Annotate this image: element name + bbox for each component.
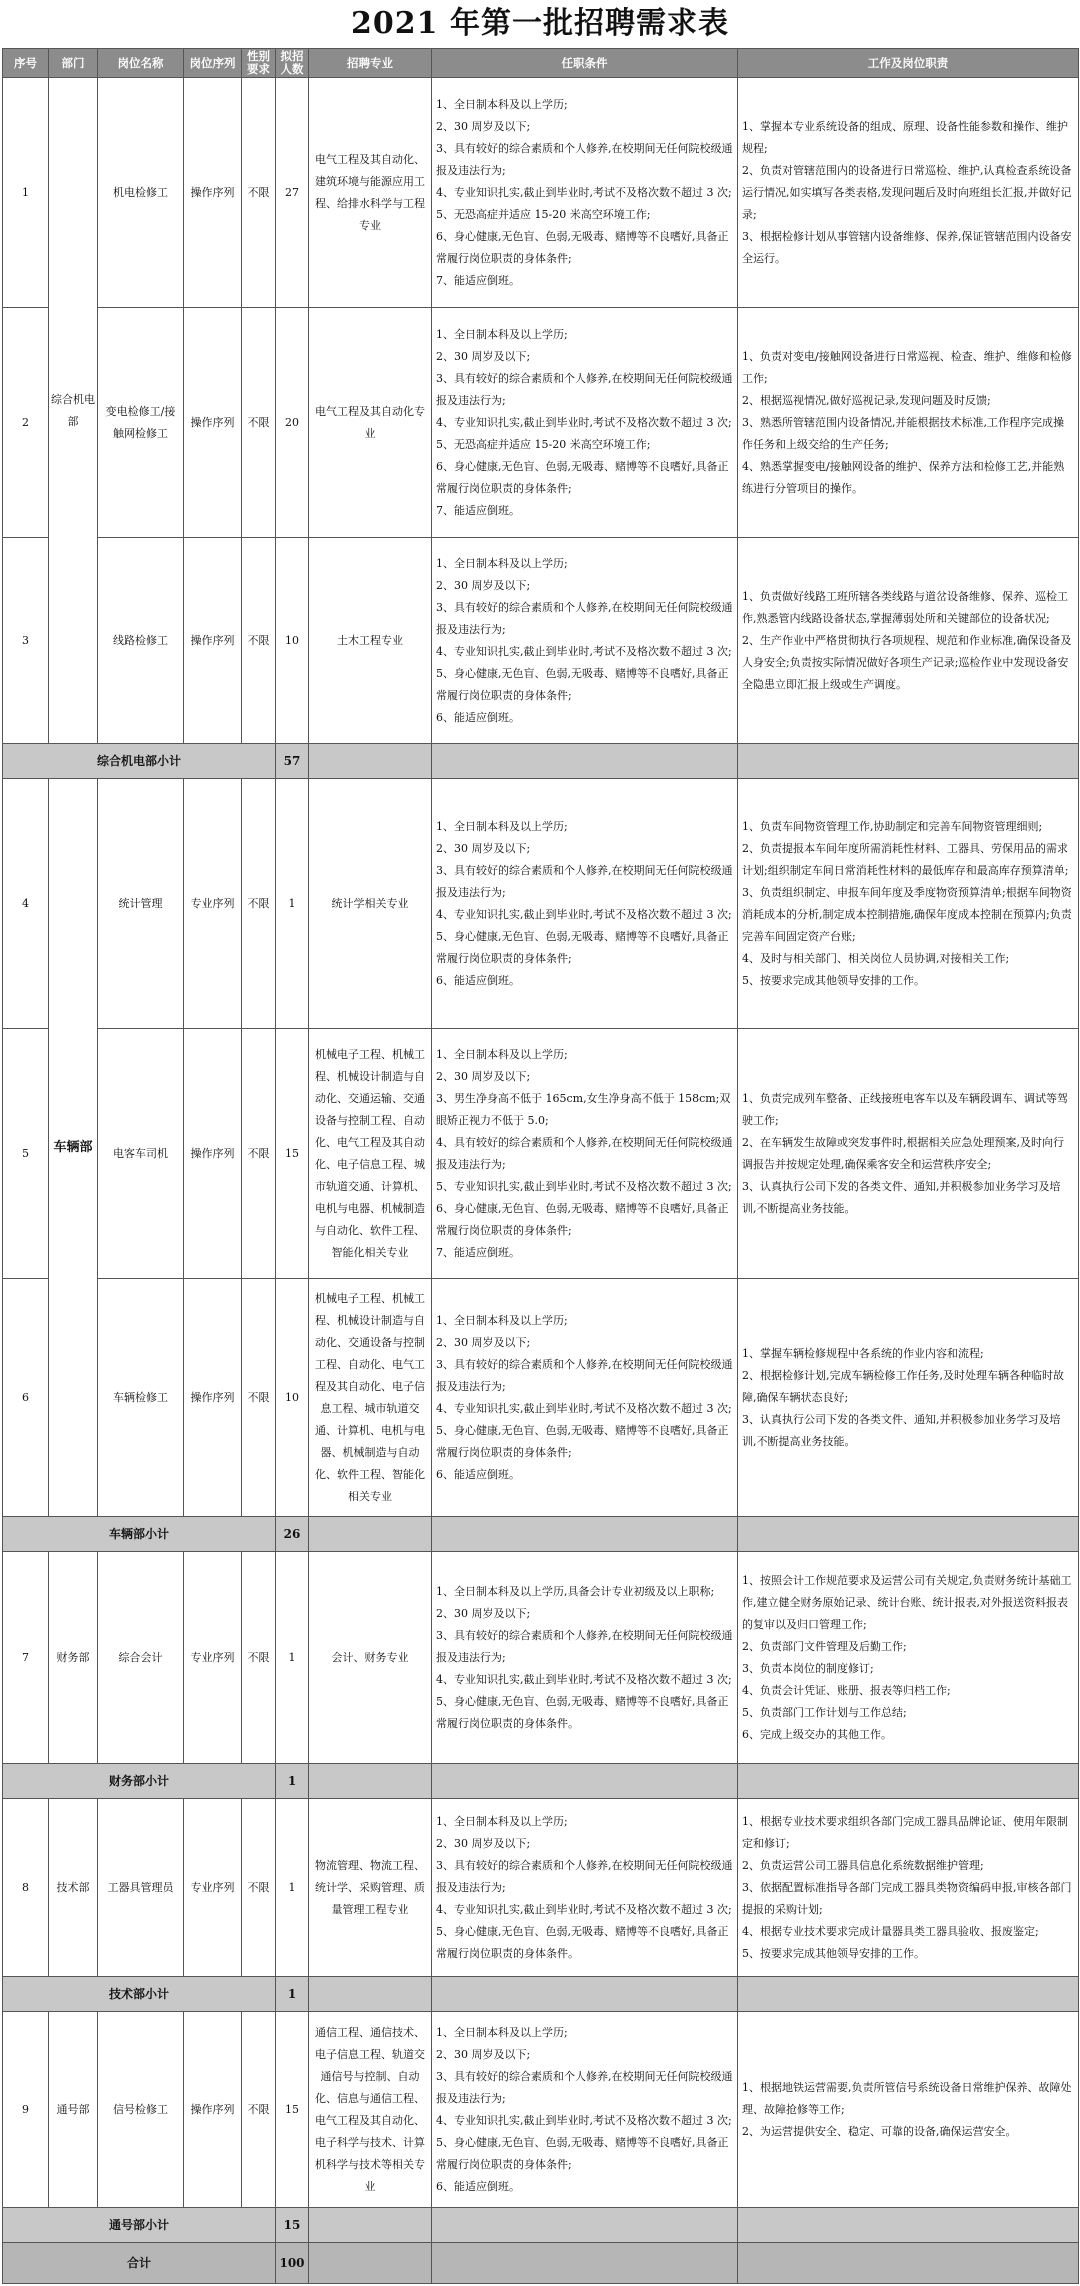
post-name: 信号检修工 (98, 2012, 184, 2208)
list-item: 2、负责部门文件管理及后勤工作; (742, 1639, 907, 1653)
header-no: 序号 (3, 49, 49, 78)
hire-count: 10 (276, 538, 309, 744)
list-item: 2、30 周岁及以下; (436, 2047, 531, 2061)
major-cell: 会计、财务专业 (309, 1552, 432, 1764)
list-item: 3、具有较好的综合素质和个人修养,在校期间无任何院校级通报及违法行为; (436, 1357, 733, 1393)
post-seq: 操作序列 (184, 78, 242, 308)
subtotal-count: 57 (276, 744, 309, 779)
list-item: 6、完成上级交办的其他工作。 (742, 1727, 892, 1741)
header-major: 招聘专业 (309, 49, 432, 78)
list-item: 3、具有较好的综合素质和个人修养,在校期间无任何院校级通报及违法行为; (436, 600, 733, 636)
dept-cell: 车辆部 (49, 779, 98, 1517)
list-item: 2、负责对管辖范围内的设备进行日常巡检、维护,认真检查系统设备运行情况,如实填写各类表格,发现问题后及时向班组长汇报,并做好记录; (742, 163, 1072, 221)
hire-count: 1 (276, 1799, 309, 1977)
major-cell: 机械电子工程、机械工程、机械设计制造与自动化、交通运输、交通设备与控制工程、自动化、电气工程及其自动化、电子信息工程、城市轨道交通、计算机、电机与电器、机械制造与自动化、软件工程、智能化相关专业 (309, 1029, 432, 1279)
list-item: 2、为运营提供安全、稳定、可靠的设备,确保运营安全。 (742, 2124, 1017, 2138)
list-item: 1、全日制本科及以上学历; (436, 97, 568, 111)
requirements-cell (432, 779, 738, 1029)
list-item: 4、专业知识扎实,截止到毕业时,考试不及格次数不超过 3 次; (436, 1902, 732, 1916)
list-item: 1、按照会计工作规范要求及运营公司有关规定,负责财务统计基础工作,建立健全财务原始记录、统计台账、统计报表,对外报送资料报表的复审以及归口管理工作; (742, 1573, 1072, 1631)
duties-cell (738, 538, 1079, 744)
gender-req: 不限 (242, 779, 276, 1029)
post-name: 变电检修工/接触网检修工 (98, 308, 184, 538)
list-item: 5、无恐高症并适应 15-20 米高空环境工作; (436, 437, 651, 451)
major-cell: 通信工程、通信技术、电子信息工程、轨道交通信号与控制、自动化、信息与通信工程、电气工程及其自动化、电子科学与技术、计算机科学与技术等相关专业 (309, 2012, 432, 2208)
hire-count: 10 (276, 1279, 309, 1517)
gender-req: 不限 (242, 1029, 276, 1279)
list-item: 3、具有较好的综合素质和个人修养,在校期间无任何院校级通报及违法行为; (436, 1858, 733, 1894)
list-item: 3、具有较好的综合素质和个人修养,在校期间无任何院校级通报及违法行为; (436, 2069, 733, 2105)
list-item: 6、能适应倒班。 (436, 2179, 520, 2193)
list-item: 7、能适应倒班。 (436, 1245, 520, 1259)
list-item: 1、根据专业技术要求组织各部门完成工器具品牌论证、使用年限制定和修订; (742, 1814, 1068, 1850)
row-no: 3 (3, 538, 49, 744)
major-cell: 电气工程及其自动化、建筑环境与能源应用工程、给排水科学与工程专业 (309, 78, 432, 308)
list-item: 5、身心健康,无色盲、色弱,无吸毒、赌博等不良嗜好,具备正常履行岗位职责的身体条件。 (436, 1924, 729, 1960)
subtotal-count: 1 (276, 1977, 309, 2012)
hire-count: 15 (276, 1029, 309, 1279)
list-item: 2、负责提报本车间年度所需消耗性材料、工器具、劳保用品的需求计划;组织制定车间日常消耗性材料的最低库存和最高库存预算清单; (742, 841, 1069, 877)
list-item: 1、全日制本科及以上学历; (436, 556, 568, 570)
subtotal-label: 财务部小计 (3, 1764, 276, 1799)
list-item: 1、负责车间物资管理工作,协助制定和完善车间物资管理细则; (742, 819, 1043, 833)
header-gender: 性别要求 (242, 49, 276, 78)
list-item: 3、认真执行公司下发的各类文件、通知,并积极参加业务学习及培训,不断提高业务技能。 (742, 1412, 1061, 1448)
list-item: 3、熟悉所管辖范围内设备情况,并能根据技术标准,工作程序完成操作任务和上级交给的生产任务; (742, 415, 1064, 451)
list-item: 6、能适应倒班。 (436, 1467, 520, 1481)
list-item: 7、能适应倒班。 (436, 273, 520, 287)
header-seq: 岗位序列 (184, 49, 242, 78)
list-item: 2、在车辆发生故障或突发事件时,根据相关应急处理预案,及时向行调报告并按规定处理,确保乘客安全和运营秩序安全; (742, 1135, 1064, 1171)
list-item: 1、全日制本科及以上学历; (436, 1047, 568, 1061)
row-no: 1 (3, 78, 49, 308)
list-item: 4、专业知识扎实,截止到毕业时,考试不及格次数不超过 3 次; (436, 185, 732, 199)
list-item: 2、30 周岁及以下; (436, 1069, 531, 1083)
list-item: 4、专业知识扎实,截止到毕业时,考试不及格次数不超过 3 次; (436, 907, 732, 921)
list-item: 7、能适应倒班。 (436, 503, 520, 517)
list-item: 4、专业知识扎实,截止到毕业时,考试不及格次数不超过 3 次; (436, 415, 732, 429)
subtotal-row (3, 2208, 1079, 2243)
list-item: 3、根据检修计划从事管辖内设备维修、保养,保证管辖范围内设备安全运行。 (742, 229, 1072, 265)
list-item: 1、负责做好线路工班所辖各类线路与道岔设备维修、保养、巡检工作,熟悉管内线路设备状态,掌握薄弱处所和关键部位的设备状况; (742, 589, 1068, 625)
dept-cell: 技术部 (49, 1799, 98, 1977)
row-no: 2 (3, 308, 49, 538)
list-item: 1、全日制本科及以上学历; (436, 819, 568, 833)
table-row (3, 2012, 1079, 2208)
gender-req: 不限 (242, 78, 276, 308)
subtotal-count: 15 (276, 2208, 309, 2243)
row-no: 4 (3, 779, 49, 1029)
requirements-cell (432, 538, 738, 744)
gender-req: 不限 (242, 308, 276, 538)
requirements-cell (432, 1552, 738, 1764)
list-item: 6、身心健康,无色盲、色弱,无吸毒、赌博等不良嗜好,具备正常履行岗位职责的身体条件; (436, 459, 729, 495)
list-item: 3、具有较好的综合素质和个人修养,在校期间无任何院校级通报及违法行为; (436, 1628, 733, 1664)
subtotal-row (3, 1977, 1079, 2012)
duties-cell (738, 1029, 1079, 1279)
list-item: 3、负责组织制定、申报车间年度及季度物资预算清单;根据车间物资消耗成本的分析,制定成本控制措施,确保年度成本控制在预算内;负责完善车间固定资产台账; (742, 885, 1072, 943)
list-item: 3、具有较好的综合素质和个人修养,在校期间无任何院校级通报及违法行为; (436, 863, 733, 899)
row-no: 8 (3, 1799, 49, 1977)
post-name: 车辆检修工 (98, 1279, 184, 1517)
post-seq: 专业序列 (184, 779, 242, 1029)
list-item: 4、专业知识扎实,截止到毕业时,考试不及格次数不超过 3 次; (436, 1401, 732, 1415)
page-title: 2021 年第一批招聘需求表 (351, 6, 729, 41)
list-item: 2、30 周岁及以下; (436, 349, 531, 363)
subtotal-row (3, 744, 1079, 779)
list-item: 2、生产作业中严格贯彻执行各项规程、规范和作业标准,确保设备及人身安全;负责按实际情况做好各项生产记录;巡检作业中发现设备安全隐患立即汇报上级或生产调度。 (742, 633, 1072, 691)
duties-cell (738, 308, 1079, 538)
header-dept: 部门 (49, 49, 98, 78)
requirements-cell (432, 1799, 738, 1977)
list-item: 5、按要求完成其他领导安排的工作。 (742, 1946, 925, 1960)
list-item: 3、具有较好的综合素质和个人修养,在校期间无任何院校级通报及违法行为; (436, 371, 733, 407)
major-cell: 土木工程专业 (309, 538, 432, 744)
list-item: 1、全日制本科及以上学历; (436, 1814, 568, 1828)
requirements-cell (432, 2012, 738, 2208)
post-seq: 专业序列 (184, 1799, 242, 1977)
post-name: 工器具管理员 (98, 1799, 184, 1977)
hire-count: 27 (276, 78, 309, 308)
list-item: 4、专业知识扎实,截止到毕业时,考试不及格次数不超过 3 次; (436, 644, 732, 658)
list-item: 4、熟悉掌握变电/接触网设备的维护、保养方法和检修工艺,并能熟练进行分管项目的操作。 (742, 459, 1065, 495)
gender-req: 不限 (242, 538, 276, 744)
hire-count: 1 (276, 1552, 309, 1764)
total-row (3, 2243, 1079, 2284)
recruitment-table (2, 48, 1079, 2284)
subtotal-label: 车辆部小计 (3, 1517, 276, 1552)
list-item: 1、全日制本科及以上学历; (436, 2025, 568, 2039)
list-item: 1、全日制本科及以上学历; (436, 1313, 568, 1327)
list-item: 4、及时与相关部门、相关岗位人员协调,对接相关工作; (742, 951, 1010, 965)
gender-req: 不限 (242, 1279, 276, 1517)
post-seq: 专业序列 (184, 1552, 242, 1764)
list-item: 2、根据巡视情况,做好巡视记录,发现问题及时反馈; (742, 393, 991, 407)
list-item: 3、具有较好的综合素质和个人修养,在校期间无任何院校级通报及违法行为; (436, 141, 733, 177)
table-row (3, 308, 1079, 538)
list-item: 1、全日制本科及以上学历,具备会计专业初级及以上职称; (436, 1584, 715, 1598)
table-row (3, 779, 1079, 1029)
subtotal-count: 26 (276, 1517, 309, 1552)
list-item: 1、全日制本科及以上学历; (436, 327, 568, 341)
duties-cell (738, 2012, 1079, 2208)
requirements-cell (432, 78, 738, 308)
hire-count: 15 (276, 2012, 309, 2208)
major-cell: 统计学相关专业 (309, 779, 432, 1029)
list-item: 2、根据检修计划,完成车辆检修工作任务,及时处理车辆各种临时故障,确保车辆状态良好; (742, 1368, 1064, 1404)
list-item: 1、负责完成列车整备、正线接班电客车以及车辆段调车、调试等驾驶工作; (742, 1091, 1068, 1127)
table-row (3, 1029, 1079, 1279)
row-no: 6 (3, 1279, 49, 1517)
duties-cell (738, 1799, 1079, 1977)
post-name: 线路检修工 (98, 538, 184, 744)
post-name: 统计管理 (98, 779, 184, 1029)
list-item: 3、负责本岗位的制度修订; (742, 1661, 874, 1675)
list-item: 3、依据配置标准指导各部门完成工器具类物资编码申报,审核各部门提报的采购计划; (742, 1880, 1072, 1916)
list-item: 4、具有较好的综合素质和个人修养,在校期间无任何院校级通报及违法行为; (436, 1135, 733, 1171)
subtotal-label: 综合机电部小计 (3, 744, 276, 779)
duties-cell (738, 1279, 1079, 1517)
list-item: 5、专业知识扎实,截止到毕业时,考试不及格次数不超过 3 次; (436, 1179, 732, 1193)
list-item: 1、掌握本专业系统设备的组成、原理、设备性能参数和操作、维护规程; (742, 119, 1068, 155)
requirements-cell (432, 308, 738, 538)
list-item: 4、专业知识扎实,截止到毕业时,考试不及格次数不超过 3 次; (436, 1672, 732, 1686)
header-row (3, 49, 1079, 78)
list-item: 5、负责部门工作计划与工作总结; (742, 1705, 907, 1719)
hire-count: 20 (276, 308, 309, 538)
post-name: 机电检修工 (98, 78, 184, 308)
major-cell: 物流管理、物流工程、统计学、采购管理、质量管理工程专业 (309, 1799, 432, 1977)
duties-cell (738, 1552, 1079, 1764)
list-item: 2、30 周岁及以下; (436, 1606, 531, 1620)
list-item: 6、能适应倒班。 (436, 973, 520, 987)
hire-count: 1 (276, 779, 309, 1029)
list-item: 1、掌握车辆检修规程中各系统的作业内容和流程; (742, 1346, 984, 1360)
header-post: 岗位名称 (98, 49, 184, 78)
post-seq: 操作序列 (184, 538, 242, 744)
list-item: 1、根据地铁运营需要,负责所管信号系统设备日常维护保养、故障处理、故障抢修等工作; (742, 2080, 1072, 2116)
list-item: 3、认真执行公司下发的各类文件、通知,并积极参加业务学习及培训,不断提高业务技能。 (742, 1179, 1061, 1215)
subtotal-label: 技术部小计 (3, 1977, 276, 2012)
list-item: 2、30 周岁及以下; (436, 1335, 531, 1349)
gender-req: 不限 (242, 2012, 276, 2208)
dept-cell: 综合机电部 (49, 78, 98, 744)
subtotal-row (3, 1517, 1079, 1552)
list-item: 2、负责运营公司工器具信息化系统数据维护管理; (742, 1858, 984, 1872)
list-item: 6、能适应倒班。 (436, 710, 520, 724)
list-item: 6、身心健康,无色盲、色弱,无吸毒、赌博等不良嗜好,具备正常履行岗位职责的身体条件; (436, 229, 729, 265)
list-item: 1、负责对变电/接触网设备进行日常巡视、检查、维护、维修和检修工作; (742, 349, 1072, 385)
list-item: 5、身心健康,无色盲、色弱,无吸毒、赌博等不良嗜好,具备正常履行岗位职责的身体条件; (436, 929, 729, 965)
table-row (3, 78, 1079, 308)
duties-cell (738, 78, 1079, 308)
list-item: 5、按要求完成其他领导安排的工作。 (742, 973, 925, 987)
post-seq: 操作序列 (184, 2012, 242, 2208)
subtotal-label: 通号部小计 (3, 2208, 276, 2243)
post-seq: 操作序列 (184, 1279, 242, 1517)
subtotal-row (3, 1764, 1079, 1799)
header-req: 任职条件 (432, 49, 738, 78)
duties-cell (738, 779, 1079, 1029)
list-item: 5、无恐高症并适应 15-20 米高空环境工作; (436, 207, 651, 221)
list-item: 6、身心健康,无色盲、色弱,无吸毒、赌博等不良嗜好,具备正常履行岗位职责的身体条件; (436, 1201, 729, 1237)
list-item: 5、身心健康,无色盲、色弱,无吸毒、赌博等不良嗜好,具备正常履行岗位职责的身体条件; (436, 2135, 729, 2171)
list-item: 2、30 周岁及以下; (436, 119, 531, 133)
requirements-cell (432, 1279, 738, 1517)
list-item: 4、负责会计凭证、账册、报表等归档工作; (742, 1683, 951, 1697)
post-name: 电客车司机 (98, 1029, 184, 1279)
gender-req: 不限 (242, 1552, 276, 1764)
list-item: 2、30 周岁及以下; (436, 841, 531, 855)
dept-cell: 通号部 (49, 2012, 98, 2208)
gender-req: 不限 (242, 1799, 276, 1977)
list-item: 5、身心健康,无色盲、色弱,无吸毒、赌博等不良嗜好,具备正常履行岗位职责的身体条件; (436, 1423, 729, 1459)
list-item: 4、专业知识扎实,截止到毕业时,考试不及格次数不超过 3 次; (436, 2113, 732, 2127)
list-item: 2、30 周岁及以下; (436, 578, 531, 592)
major-cell: 电气工程及其自动化专业 (309, 308, 432, 538)
table-row (3, 1552, 1079, 1764)
post-seq: 操作序列 (184, 1029, 242, 1279)
list-item: 5、身心健康,无色盲、色弱,无吸毒、赌博等不良嗜好,具备正常履行岗位职责的身体条件; (436, 666, 729, 702)
row-no: 7 (3, 1552, 49, 1764)
major-cell: 机械电子工程、机械工程、机械设计制造与自动化、交通设备与控制工程、自动化、电气工程及其自动化、电子信息工程、城市轨道交通、计算机、电机与电器、机械制造与自动化、软件工程、智能化相关专业 (309, 1279, 432, 1517)
row-no: 9 (3, 2012, 49, 2208)
requirements-cell (432, 1029, 738, 1279)
list-item: 2、30 周岁及以下; (436, 1836, 531, 1850)
post-name: 综合会计 (98, 1552, 184, 1764)
table-row (3, 538, 1079, 744)
total-label: 合计 (3, 2243, 276, 2284)
list-item: 3、男生净身高不低于 165cm,女生净身高不低于 158cm;双眼矫正视力不低于 5.0; (436, 1091, 731, 1127)
dept-cell: 财务部 (49, 1552, 98, 1764)
row-no: 5 (3, 1029, 49, 1279)
post-seq: 操作序列 (184, 308, 242, 538)
table-row (3, 1279, 1079, 1517)
total-count: 100 (276, 2243, 309, 2284)
list-item: 5、身心健康,无色盲、色弱,无吸毒、赌博等不良嗜好,具备正常履行岗位职责的身体条件。 (436, 1694, 729, 1730)
header-num: 拟招人数 (276, 49, 309, 78)
list-item: 4、根据专业技术要求完成计量器具类工器具验收、报废鉴定; (742, 1924, 1039, 1938)
table-row (3, 1799, 1079, 1977)
subtotal-count: 1 (276, 1764, 309, 1799)
header-duty: 工作及岗位职责 (738, 49, 1079, 78)
